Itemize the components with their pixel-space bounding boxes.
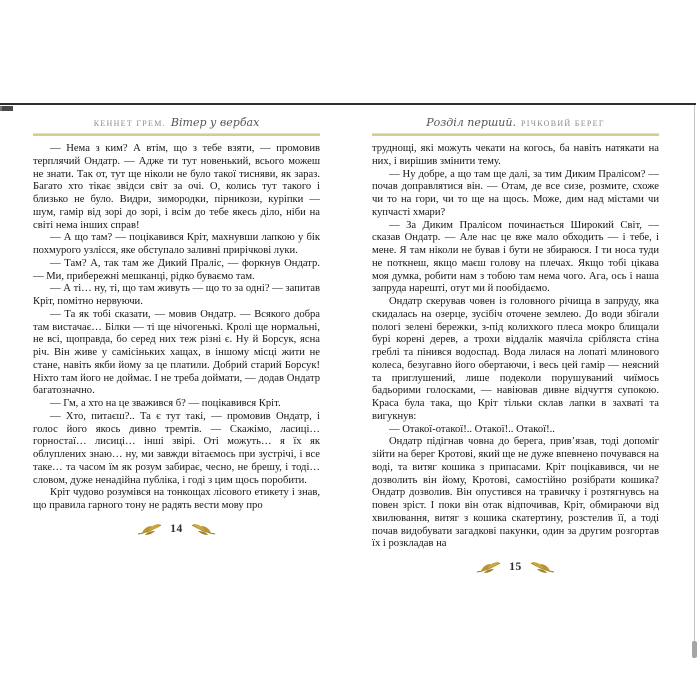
book-spread <box>33 116 659 574</box>
running-header-right <box>372 116 659 130</box>
book-paragraph: Ондатр скерував човен із головного річища в запруду, яка скидалась на озерце, зусібіч оточене землею. До води збігали пологі зелені бережки, з-під колихкого плеса мокро блищали бурі корені дерев, а трохи віддалік маячіла срібляста стіна греблі та пінився водоспад. Вода лилася на лопаті млинового колеса, безугавно його обертаючи, і весь цей гамір — неясний та приглушений, лише подеколи порушуваний чиїмось бадьорими голосками, — навіював дивне відчуття супокою. Краса була така, що Кріт тільки склав лапки в захваті та вигукнув: <box>372 296 659 422</box>
header-rule-right <box>372 133 659 136</box>
header-chapter: Розділ перший. <box>426 116 516 129</box>
window-edge-artifact <box>0 106 13 111</box>
page-number: 15 <box>509 561 522 573</box>
header-author: КЕННЕТ ГРЕМ. <box>93 119 166 128</box>
book-page-left <box>33 116 320 574</box>
page-text-left <box>33 143 320 513</box>
book-paragraph: — Нема з ким? А втім, що з тебе взяти, — промовив терплячий Ондатр. — Адже ти тут новенький, всього можеш не знати. Так от, тут ще ніколи не було такої тисняви, як зараз. Багато хто тікає звідси світ за очі. О, колись тут такого і близько не було. Видри, зимородки, пірникози, куріпки — шум, гамір від зорі до зорі, і всім до тебе якесь діло, ніби на світі нема інших справ! <box>33 143 320 231</box>
scrollbar-thumb[interactable] <box>692 641 697 658</box>
scrollbar-track[interactable] <box>694 105 695 658</box>
book-paragraph: Ондатр підігнав човна до берега, прив’язав, тоді допоміг зійти на берег Кротові, який ще не дуже впевнено почувався на воді, та витяг кошика з припасами. Кріт поцікавився, чи не дозволить він йому, Кротові, самостійно розібрати кошика? Ондатр дозволив. Він опустився на травичку і розтягнувсь на повен зріст. І поки він отак відпочивав, Кріт, обмираючи від хвилювання, витяг з кошика скатертину, розстелив її, а тоді почав видобувати загадкові пакунки, один за другим розгортав їх і розкладав на <box>372 436 659 550</box>
top-divider-line <box>0 103 696 105</box>
header-book-title: Вітер у вербах <box>170 116 260 129</box>
page-text-right <box>372 143 659 551</box>
book-paragraph: — Гм, а хто на це зважився б? — поцікавився Кріт. <box>50 398 281 409</box>
book-paragraph: труднощі, які можуть чекати на когось, ба навіть натякати на них, і вирішив змінити тему. <box>372 143 659 167</box>
wheat-ornament-icon <box>476 560 502 574</box>
book-paragraph: — Там? А, так там же Дикий Праліс, — форкнув Ондатр. — Ми, прибережні мешканці, рідко буваємо там. <box>33 257 320 282</box>
book-paragraph: Кріт чудово розумівся на тонкощах лісового етикету і знав, що правила гарного тону не радять вести мову про <box>33 487 320 511</box>
wheat-ornament-icon <box>529 560 555 574</box>
page-footer-right <box>372 560 659 574</box>
book-paragraph: — А що там? — поцікавився Кріт, махнувши лапкою у бік похмурого узлісся, яке обступало заливні прирічкові луки. <box>33 232 320 256</box>
wheat-ornament-icon <box>190 522 216 536</box>
book-paragraph: — Отакої-отакої!.. Отакої!.. Отакої!.. <box>389 423 555 435</box>
wheat-ornament-icon <box>137 522 163 536</box>
page-number: 14 <box>170 522 183 535</box>
book-paragraph: — За Диким Пралісом починається Широкий Світ, — сказав Ондатр. — Але нас це вже мало обходить — і тебе, і мене. Я там ніколи не бував і бути не збираюся. І ти носа туди не поткнеш, якщо маєш голову на плечах. Якщо тобі цікава моя думка, робити нам з тобою там нема чого. Ага, ось і наша запруда нарешті, отут ми й пообідаємо. <box>372 219 659 295</box>
page-footer-left <box>33 522 320 536</box>
running-header-left <box>33 116 320 130</box>
book-paragraph: — Та як тобі сказати, — мовив Ондатр. — Всякого добра там вистачає… Білки — ті ще нічогенькі. Кролі ще нормальні, не всі, щоправда, бо серед них теж різні є. Ну й Борсук, ясна річ. Він живе у самісіньких хащах, в іншому місці жити не стане, навіть якби йому за це платили. Добрий старий Борсук! Ніхто там його не доймає. І не треба доймати, — додав Ондатр багатозначно. <box>33 308 320 397</box>
header-rule-left <box>33 133 320 136</box>
book-paragraph: — Ну добре, а що там ще далі, за тим Диким Пралісом? — почав доправлятися він. — Отам, де все сизе, розмите, схоже чи то на гори, чи то ще на щось. Може, дим над містами чи купчасті хмари? <box>372 168 659 218</box>
header-chapter-title: РІЧКОВИЙ БЕРЕГ <box>520 119 605 128</box>
book-paragraph: — Хто, питаєш?.. Та є тут такі, — промовив Ондатр, і голос його якось дивно тремтів. — Скажімо, ласиці… горностаї… лисиці… інші звірі. Оті можуть… я їх як облуплених знаю… ну, ми завжди вітаємось при зустрічі, і все таке… та часом їм як розум забирає, чесно, не брешу, і тоді… словом, дуже ненадійна публіка, і годі з цим щось поробити. <box>33 410 320 486</box>
book-paragraph: — А ті… ну, ті, що там живуть — що то за одні? — запитав Кріт, помітно нервуючи. <box>33 283 320 307</box>
book-page-right <box>372 116 659 574</box>
